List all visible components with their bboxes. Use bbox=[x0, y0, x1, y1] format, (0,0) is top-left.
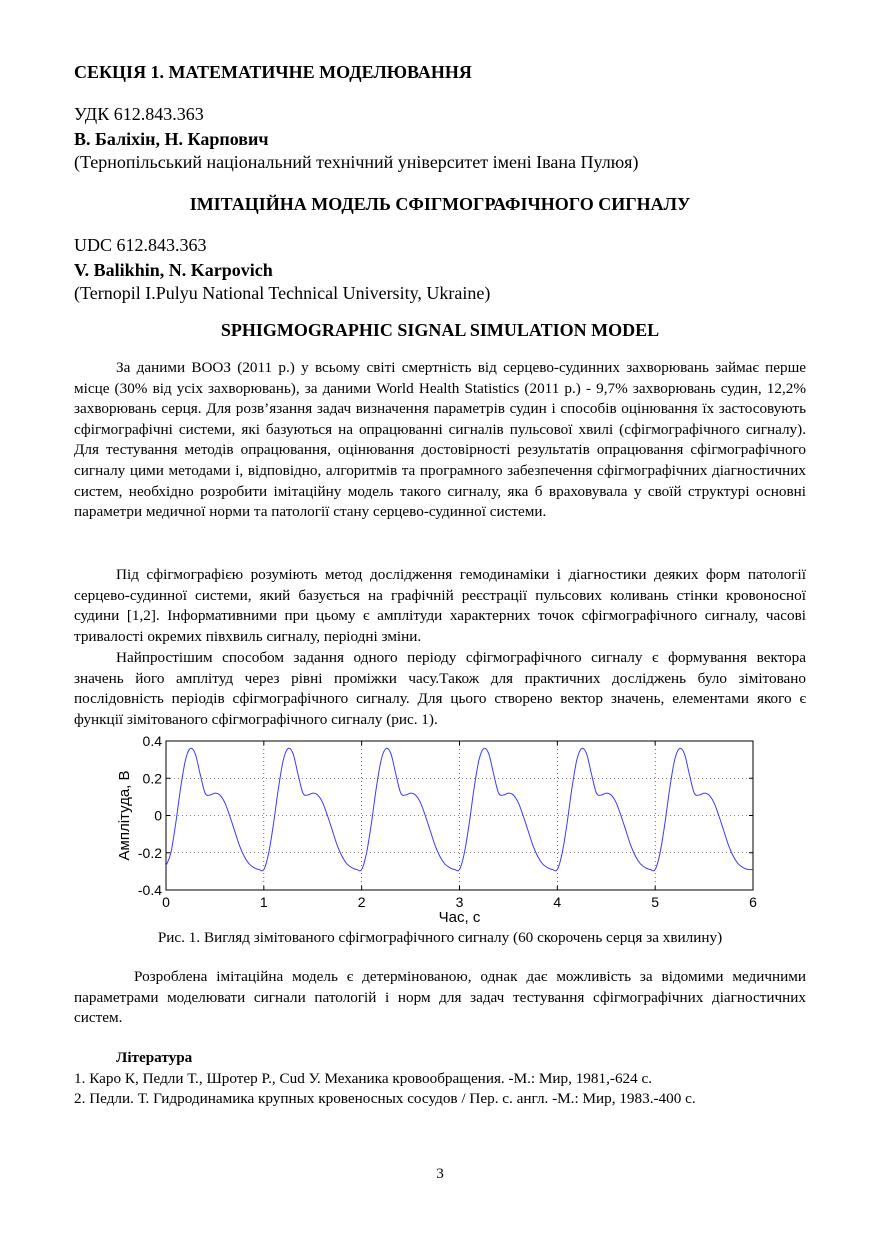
page-number: 3 bbox=[436, 1165, 444, 1182]
x-tick-label: 1 bbox=[259, 894, 268, 910]
sphygmo-chart bbox=[74, 732, 806, 924]
y-tick-label: -0.4 bbox=[137, 882, 162, 898]
title-ua: ІМІТАЦІЙНА МОДЕЛЬ СФІГМОГРАФІЧНОГО СИГНАЛУ bbox=[189, 194, 691, 214]
y-tick-label: -0.2 bbox=[137, 844, 162, 861]
x-tick-label: 2 bbox=[357, 894, 366, 910]
title-en: SPHIGMOGRAPHIC SIGNAL SIMULATION MODEL bbox=[220, 320, 660, 340]
y-tick-label: 0.4 bbox=[142, 733, 162, 749]
section-title: СЕКЦІЯ 1. МАТЕМАТИЧНЕ МОДЕЛЮВАННЯ bbox=[74, 62, 472, 82]
paragraph-method: Найпростішим способом задання одного періоду сфігмографічного сигналу є формування вектора значень його амплітуд через рівні проміжки часу.Також для практичних досліджень було зімітовано послідовність періодів сфігмографічного сигналу. Для цього створено вектор значень, елементами якого є функції зімітованого сфігмографічного сигналу (рис. 1). bbox=[74, 649, 806, 728]
affiliation-ua: (Тернопільський національний технічний університет імені Івана Пулюя) bbox=[74, 152, 639, 172]
y-tick-label: 0 bbox=[154, 807, 162, 824]
references-title: Література bbox=[116, 1049, 193, 1066]
x-tick-label: 6 bbox=[749, 894, 757, 910]
x-tick-label: 4 bbox=[553, 894, 562, 910]
paragraph-sphygmography: Під сфігмографією розуміють метод дослідження гемодинаміки і діагностики деяких форм патології серцево-судинної системи, який базується на графічній реєстрації пульсових коливань стінки кровоносної судини [1,2]. Інформативними при цьому є амплітуди характерних точок сфігмографічного сигналу, часові тривалості окремих півхвиль сигналу, періодні зміни. bbox=[74, 566, 806, 645]
paragraph-conclusion: Розроблена імітаційна модель є детермінованою, однак дає можливість за відомими медичними параметрами моделювати сигнали патологій і норм для задач тестування сфігмографічних діагностичних систем. bbox=[74, 968, 806, 1027]
paragraph-intro: За даними ВООЗ (2011 р.) у всьому світі смертність від серцево-судинних захворювань займає перше місце (30% від усіх захворювань), за даними World Health Statistics (2011 р.) - 9,7% захворювань судин, 12,2% захворювань серця. Для розв’язання задач визначення параметрів судин і способів оцінювання їх застосовують сфігмографічні системи, які базуються на опрацюванні сигналів пульсової хвилі (сфігмографічного сигналу). Для тестування методів опрацювання, оцінювання достовірності результатів опрацювання сфігмографічного сигналу цими методами і, відповідно, алгоритмів та програмного забезпечення сфігмографічних діагностичних систем, необхідно розробити імітаційну модель такого сигналу, яка б враховувала у своїй структурі основні параметри медичної норми та патології стану серцево-судинної системи. bbox=[74, 359, 806, 521]
reference-item: 1. Каро К, Педли Т., Шротер Р., Cud У. Механика кровообращения. -М.: Мир, 1981,-624 с. bbox=[74, 1069, 653, 1087]
reference-item: 2. Педли. Т. Гидродинамика крупных кровеносных сосудов / Пер. с. англ. -М.: Мир, 1983.-400 с. bbox=[74, 1090, 696, 1108]
references bbox=[74, 1048, 806, 1110]
y-axis-label: Амплітуда, В bbox=[116, 770, 133, 861]
authors-en: V. Balikhin, N. Karpovich bbox=[74, 260, 273, 280]
udc-en: UDC 612.843.363 bbox=[74, 235, 207, 255]
affiliation-en: (Ternopil I.Pulyu National Technical University, Ukraine) bbox=[74, 283, 491, 303]
x-tick-label: 3 bbox=[455, 894, 464, 910]
udk-ua: УДК 612.843.363 bbox=[74, 104, 204, 124]
figure-caption: Рис. 1. Вигляд зімітованого сфігмографічного сигналу (60 скорочень серця за хвилину) bbox=[157, 929, 723, 946]
x-tick-label: 5 bbox=[651, 894, 660, 910]
figure-1 bbox=[74, 732, 806, 924]
x-axis-label: Час, с bbox=[438, 909, 481, 924]
authors-ua: В. Баліхін, Н. Карпович bbox=[74, 129, 269, 149]
x-tick-label: 0 bbox=[162, 894, 170, 910]
y-tick-label: 0.2 bbox=[142, 770, 162, 787]
